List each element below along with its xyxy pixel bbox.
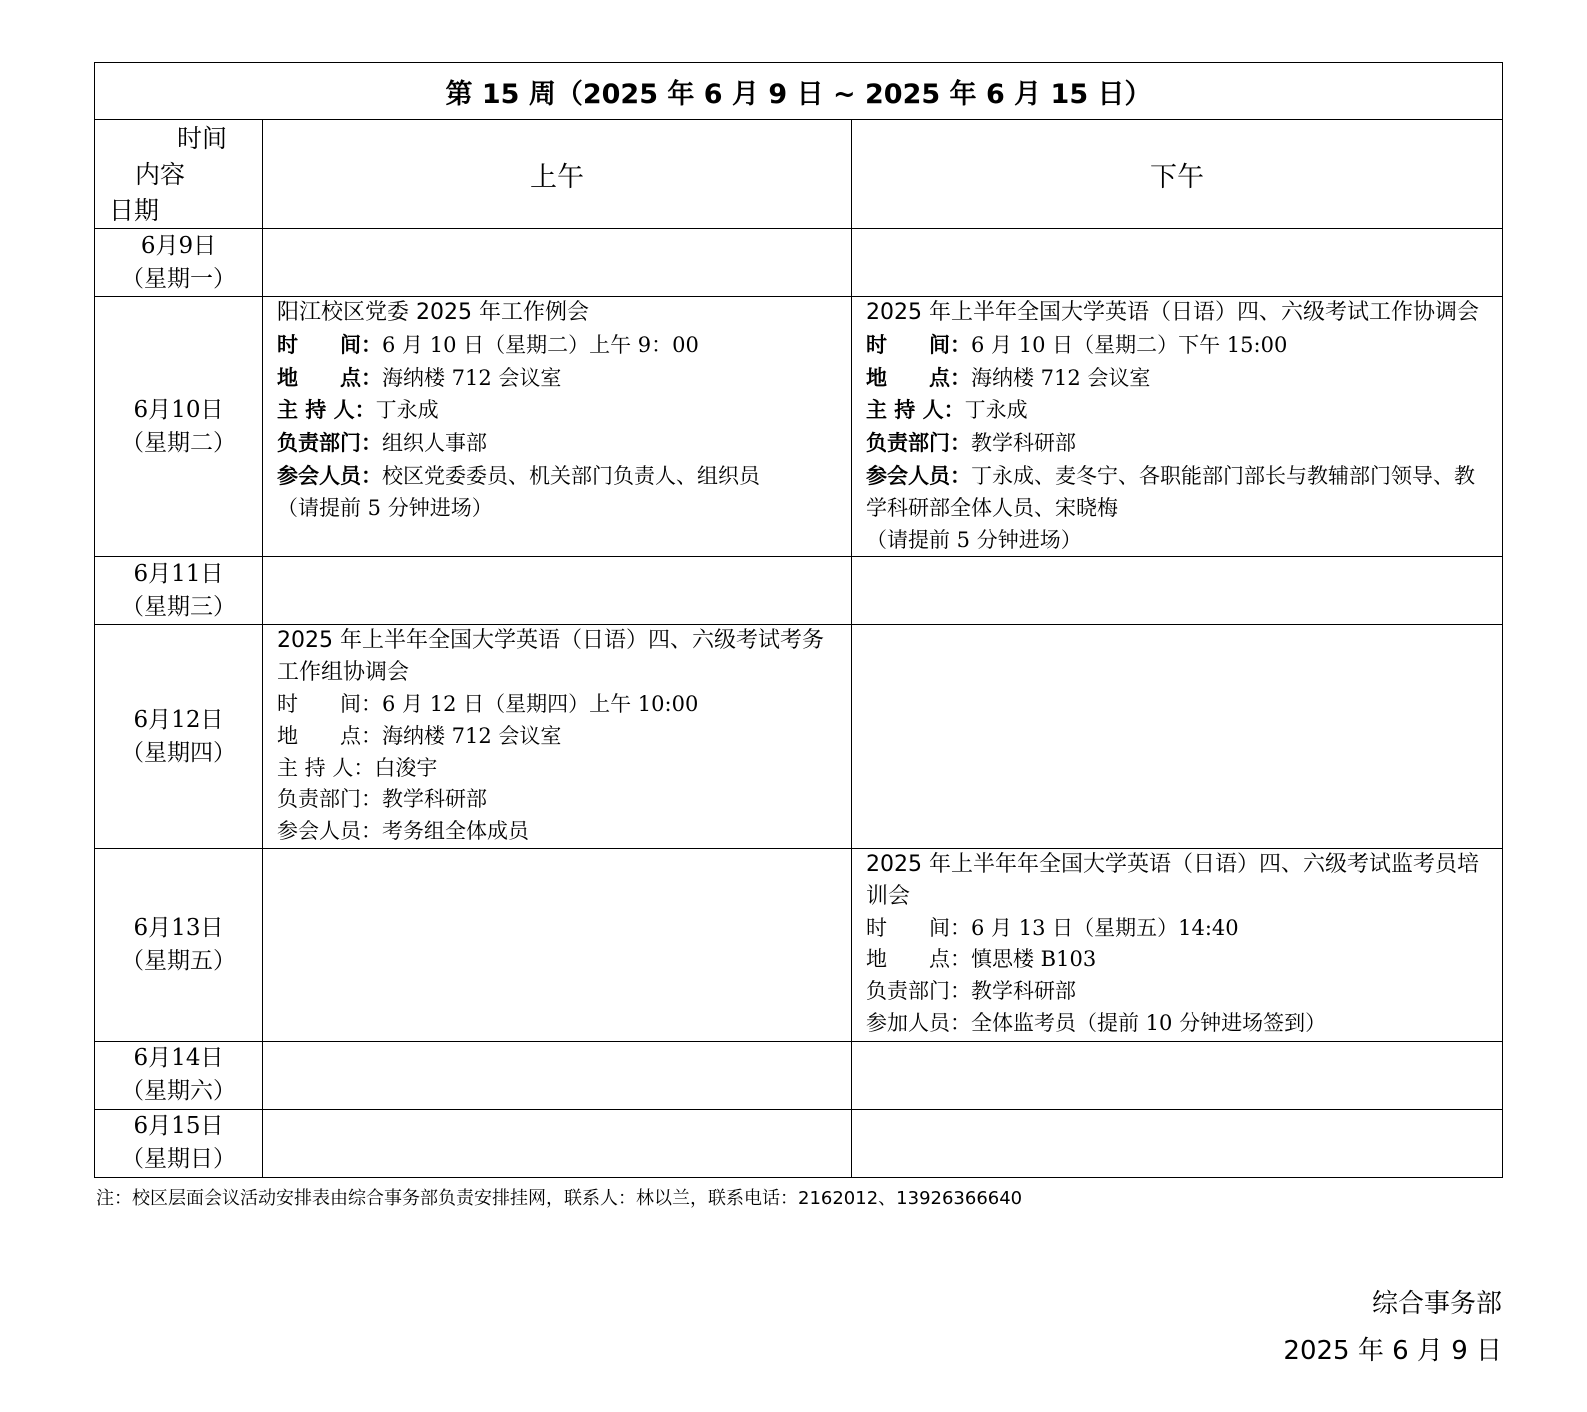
event-detail	[277, 394, 837, 427]
table-row	[95, 229, 1503, 297]
event-title: 2025 年上半年全国大学英语（日语）四、六级考试工作协调会	[866, 300, 1479, 325]
detail-value: 海纳楼 712 会议室	[971, 365, 1151, 390]
detail-value: 丁永成	[375, 398, 439, 423]
detail-value: 6 月 10 日（星期二）下午 15:00	[971, 332, 1288, 357]
afternoon-cell	[852, 1041, 1503, 1109]
detail-label: 时 间：	[866, 915, 971, 940]
corner-label-content: 内容	[135, 160, 186, 189]
weekday-label: （星期日）	[121, 1146, 236, 1173]
detail-label: 负责部门：	[866, 430, 971, 456]
detail-value: 丁永成、麦冬宁、各职能部门部长与教辅部门领导、教学科研部全体人员、宋晓梅	[866, 463, 1475, 520]
afternoon-cell	[852, 229, 1503, 297]
date-label: 6月10日	[133, 396, 224, 423]
detail-label: 负责部门：	[277, 430, 382, 456]
morning-cell	[263, 229, 852, 297]
detail-label: 地 点：	[277, 364, 382, 390]
event-detail	[866, 394, 1488, 427]
detail-value: 6 月 13 日（星期五）14:40	[971, 915, 1239, 940]
detail-label: 时 间：	[277, 691, 382, 716]
signature-date: 2025 年 6 月 9 日	[1283, 1336, 1502, 1366]
date-label: 6月9日	[140, 232, 217, 259]
signature-department: 综合事务部	[1371, 1289, 1502, 1319]
afternoon-cell	[852, 557, 1503, 625]
date-cell	[95, 625, 263, 849]
afternoon-cell	[852, 625, 1503, 849]
date-cell	[95, 848, 263, 1041]
detail-value: 组织人事部	[382, 431, 487, 456]
event-detail	[866, 362, 1488, 395]
event-detail	[277, 721, 837, 753]
detail-value: 慎思楼 B103	[971, 947, 1097, 972]
event-detail	[277, 753, 837, 785]
date-label: 6月11日	[133, 560, 224, 587]
header-afternoon: 下午	[852, 120, 1503, 229]
event-detail	[277, 362, 837, 395]
detail-label: 负责部门：	[866, 979, 971, 1004]
event-detail	[866, 460, 1488, 525]
detail-value: 丁永成	[964, 398, 1028, 423]
detail-value: 教学科研部	[971, 979, 1076, 1004]
detail-value: 海纳楼 712 会议室	[382, 723, 562, 748]
event-detail	[277, 784, 837, 816]
detail-label: 参会人员：	[277, 819, 382, 844]
event-detail	[866, 913, 1488, 945]
detail-value: 6 月 10 日（星期二）上午 9：00	[382, 332, 699, 357]
morning-cell	[263, 1109, 852, 1177]
detail-value: 海纳楼 712 会议室	[382, 365, 562, 390]
table-row	[95, 848, 1503, 1041]
event-detail	[277, 816, 837, 848]
table-row	[95, 1109, 1503, 1177]
detail-value: 白浚宇	[374, 755, 438, 780]
weekday-label: （星期三）	[121, 593, 236, 620]
corner-label-date: 日期	[109, 196, 160, 225]
table-row	[95, 557, 1503, 625]
date-cell	[95, 297, 263, 557]
detail-value: 全体监考员（提前 10 分钟进场签到）	[971, 1010, 1327, 1035]
detail-label: 主 持 人：	[277, 755, 375, 780]
date-label: 6月13日	[133, 914, 224, 941]
event-detail	[866, 1008, 1488, 1040]
detail-label: 主 持 人：	[277, 397, 376, 423]
date-label: 6月15日	[133, 1113, 224, 1140]
detail-value: 教学科研部	[971, 431, 1076, 456]
detail-value: 6 月 12 日（星期四）上午 10:00	[382, 691, 699, 716]
detail-label: 参会人员：	[277, 462, 382, 488]
event-detail	[277, 689, 837, 721]
event-detail	[866, 944, 1488, 976]
weekday-label: （星期五）	[121, 947, 236, 974]
weekday-label: （星期一）	[121, 265, 236, 292]
table-row	[95, 297, 1503, 557]
event-detail	[277, 427, 837, 460]
footnote: 注：校区层面会议活动安排表由综合事务部负责安排挂网，联系人：林以兰，联系电话：2162012、13926366640	[96, 1188, 1023, 1209]
header-corner-cell	[95, 120, 263, 229]
weekday-label: （星期二）	[121, 429, 236, 456]
detail-label: 地 点：	[277, 723, 382, 748]
event-detail	[277, 460, 837, 493]
date-cell	[95, 1041, 263, 1109]
detail-value: 考务组全体成员	[382, 819, 529, 844]
table-row	[95, 625, 1503, 849]
detail-label: 参加人员：	[866, 1010, 971, 1035]
morning-cell	[263, 297, 852, 557]
date-cell	[95, 1109, 263, 1177]
date-label: 6月14日	[133, 1045, 224, 1072]
morning-cell	[263, 1041, 852, 1109]
afternoon-cell	[852, 1109, 1503, 1177]
detail-label: 参会人员：	[866, 462, 971, 488]
morning-cell	[263, 625, 852, 849]
detail-value: 教学科研部	[382, 787, 487, 812]
afternoon-cell	[852, 848, 1503, 1041]
detail-label: 地 点：	[866, 947, 971, 972]
detail-label: 主 持 人：	[866, 397, 965, 423]
detail-label: 地 点：	[866, 364, 971, 390]
event-note: （请提前 5 分钟进场）	[277, 495, 493, 520]
event-note: （请提前 5 分钟进场）	[866, 527, 1082, 552]
table-row	[95, 1041, 1503, 1109]
event-title: 2025 年上半年年全国大学英语（日语）四、六级考试监考员培训会	[866, 851, 1479, 909]
event-detail	[866, 329, 1488, 362]
detail-label: 负责部门：	[277, 787, 382, 812]
event-detail	[277, 329, 837, 362]
date-cell	[95, 557, 263, 625]
weekday-label: （星期四）	[121, 739, 236, 766]
afternoon-cell	[852, 297, 1503, 557]
weekday-label: （星期六）	[121, 1078, 236, 1105]
detail-label: 时 间：	[866, 331, 971, 357]
morning-cell	[263, 557, 852, 625]
event-detail	[866, 427, 1488, 460]
header-morning: 上午	[263, 120, 852, 229]
date-cell	[95, 229, 263, 297]
event-detail	[866, 976, 1488, 1008]
detail-value: 校区党委委员、机关部门负责人、组织员	[382, 463, 760, 488]
detail-label: 时 间：	[277, 331, 382, 357]
schedule-table	[94, 62, 1503, 1178]
morning-cell	[263, 848, 852, 1041]
corner-label-time: 时间	[177, 124, 228, 153]
date-label: 6月12日	[133, 706, 224, 733]
event-title: 2025 年上半年全国大学英语（日语）四、六级考试考务工作组协调会	[277, 628, 824, 686]
event-title: 阳江校区党委 2025 年工作例会	[277, 300, 589, 325]
table-title: 第 15 周（2025 年 6 月 9 日 ~ 2025 年 6 月 15 日）	[95, 63, 1503, 120]
